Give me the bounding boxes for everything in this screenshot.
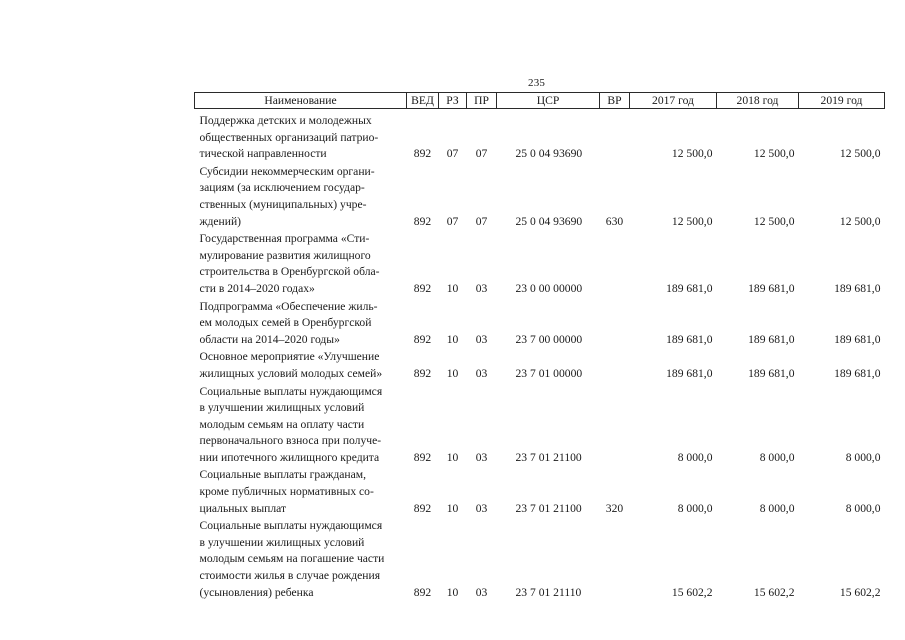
table-row <box>195 164 885 231</box>
row-name-line: тической направленности <box>199 147 327 161</box>
row-name <box>195 384 407 468</box>
row-pr: 07 <box>475 214 488 228</box>
table-body <box>195 109 885 603</box>
row-csr: 23 7 01 21100 <box>515 450 582 464</box>
row-rz: 10 <box>446 585 459 599</box>
row-pr: 03 <box>475 501 488 515</box>
row-pr: 03 <box>475 450 488 464</box>
row-name-line: ждений) <box>199 214 242 228</box>
row-csr: 23 7 01 21110 <box>515 585 582 599</box>
row-name <box>195 349 407 383</box>
header-vr: ВР <box>600 93 630 109</box>
row-rz: 07 <box>446 147 459 161</box>
row-pr: 03 <box>475 332 488 346</box>
row-2018: 8 000,0 <box>759 501 795 515</box>
row-rz: 10 <box>446 332 459 346</box>
row-name <box>195 518 407 602</box>
header-ved: ВЕД <box>407 93 439 109</box>
row-ved: 892 <box>413 501 432 515</box>
header-rz: РЗ <box>439 93 467 109</box>
row-vr: 630 <box>605 214 624 228</box>
row-csr: 23 7 00 00000 <box>515 332 583 346</box>
table-row <box>195 349 885 383</box>
row-2018: 189 681,0 <box>748 366 795 380</box>
row-name-line: ственных (муниципальных) учре- <box>199 197 367 211</box>
budget-table <box>194 92 885 602</box>
row-2019: 12 500,0 <box>839 147 881 161</box>
row-rz: 07 <box>446 214 459 228</box>
row-pr: 03 <box>475 585 488 599</box>
row-2019: 15 602,2 <box>839 585 881 599</box>
header-2018: 2018 год <box>717 93 799 109</box>
row-2017: 189 681,0 <box>666 281 713 295</box>
row-name-line: циальных выплат <box>199 501 287 515</box>
row-rz: 10 <box>446 450 459 464</box>
row-name <box>195 164 407 231</box>
row-name-line: области на 2014–2020 годы» <box>199 332 340 346</box>
row-2017: 8 000,0 <box>677 450 713 464</box>
row-2017: 189 681,0 <box>666 366 713 380</box>
row-name-line: сти в 2014–2020 годах» <box>199 281 315 295</box>
header-pr: ПР <box>467 93 497 109</box>
table-row <box>195 231 885 298</box>
table-row <box>195 518 885 602</box>
row-name-line: (усыновления) ребенка <box>199 585 314 599</box>
row-name-line: нии ипотечного жилищного кредита <box>199 450 380 464</box>
row-pr: 07 <box>475 147 488 161</box>
table-row <box>195 299 885 350</box>
row-name-line: молодым семьям на погашение части <box>199 552 385 566</box>
row-name-line: зациям (за исключением государ- <box>199 181 365 195</box>
page-number: 235 <box>528 77 546 89</box>
row-vr <box>600 109 630 164</box>
row-vr <box>600 299 630 350</box>
row-rz: 10 <box>446 501 459 515</box>
row-name <box>195 231 407 298</box>
row-vr <box>600 231 630 298</box>
row-name <box>195 299 407 350</box>
row-2018: 8 000,0 <box>759 450 795 464</box>
table-row <box>195 109 885 164</box>
row-name <box>195 109 407 164</box>
row-2017: 8 000,0 <box>677 501 713 515</box>
header-2017: 2017 год <box>630 93 717 109</box>
row-name-line: Основное мероприятие «Улучшение <box>199 350 380 364</box>
header-2019: 2019 год <box>799 93 885 109</box>
header-row <box>195 93 885 109</box>
row-2018: 15 602,2 <box>753 585 795 599</box>
row-vr: 320 <box>605 501 624 515</box>
row-name-line: Поддержка детских и молодежных <box>199 114 372 127</box>
table-row <box>195 384 885 468</box>
table-header <box>195 93 885 109</box>
row-ved: 892 <box>413 214 432 228</box>
row-name-line: мулирование развития жилищного <box>199 248 371 262</box>
row-2018: 12 500,0 <box>753 147 795 161</box>
row-2019: 12 500,0 <box>839 214 881 228</box>
row-2017: 189 681,0 <box>666 332 713 346</box>
row-ved: 892 <box>413 332 432 346</box>
row-rz: 10 <box>446 281 459 295</box>
row-name-line: Социальные выплаты нуждающимся <box>199 384 383 398</box>
row-name <box>195 467 407 518</box>
row-ved: 892 <box>413 147 432 161</box>
row-name-line: строительства в Оренбургской обла- <box>199 265 380 279</box>
row-csr: 23 7 01 00000 <box>515 366 583 380</box>
row-pr: 03 <box>475 281 488 295</box>
table-row <box>195 467 885 518</box>
row-vr <box>600 349 630 383</box>
row-name-line: Социальные выплаты нуждающимся <box>199 519 383 533</box>
header-name: Наименование <box>195 93 407 109</box>
row-ved: 892 <box>413 450 432 464</box>
row-rz: 10 <box>446 366 459 380</box>
row-name-line: стоимости жилья в случае рождения <box>199 569 381 583</box>
row-name-line: ем молодых семей в Оренбургской <box>199 316 372 330</box>
row-ved: 892 <box>413 281 432 295</box>
row-name-line: в улучшении жилищных условий <box>199 401 365 415</box>
row-2018: 189 681,0 <box>748 281 795 295</box>
row-csr: 23 7 01 21100 <box>515 501 582 515</box>
row-ved: 892 <box>413 585 432 599</box>
row-2017: 12 500,0 <box>671 147 713 161</box>
header-csr: ЦСР <box>497 93 600 109</box>
row-csr: 25 0 04 93690 <box>515 147 583 161</box>
row-2017: 12 500,0 <box>671 214 713 228</box>
row-vr <box>600 384 630 468</box>
row-csr: 25 0 04 93690 <box>515 214 583 228</box>
row-vr <box>600 518 630 602</box>
row-name-line: Субсидии некоммерческим органи- <box>199 164 375 178</box>
row-2019: 189 681,0 <box>834 332 881 346</box>
row-2019: 8 000,0 <box>845 501 881 515</box>
row-name-line: в улучшении жилищных условий <box>199 535 365 549</box>
row-name-line: молодым семьям на оплату части <box>199 417 365 431</box>
row-2019: 8 000,0 <box>845 450 881 464</box>
row-2017: 15 602,2 <box>671 585 713 599</box>
row-name-line: Государственная программа «Сти- <box>199 232 370 246</box>
row-name-line: Подпрограмма «Обеспечение жиль- <box>199 299 378 313</box>
row-pr: 03 <box>475 366 488 380</box>
row-name-line: первоначального взноса при получе- <box>199 434 382 448</box>
row-2018: 12 500,0 <box>753 214 795 228</box>
row-csr: 23 0 00 00000 <box>515 281 583 295</box>
row-name-line: Социальные выплаты гражданам, <box>199 468 366 482</box>
row-name-line: жилищных условий молодых семей» <box>199 366 383 380</box>
row-2019: 189 681,0 <box>834 281 881 295</box>
row-ved: 892 <box>413 366 432 380</box>
row-2018: 189 681,0 <box>748 332 795 346</box>
row-2019: 189 681,0 <box>834 366 881 380</box>
row-name-line: общественных организаций патрио- <box>199 130 379 144</box>
row-name-line: кроме публичных нормативных со- <box>199 485 374 499</box>
